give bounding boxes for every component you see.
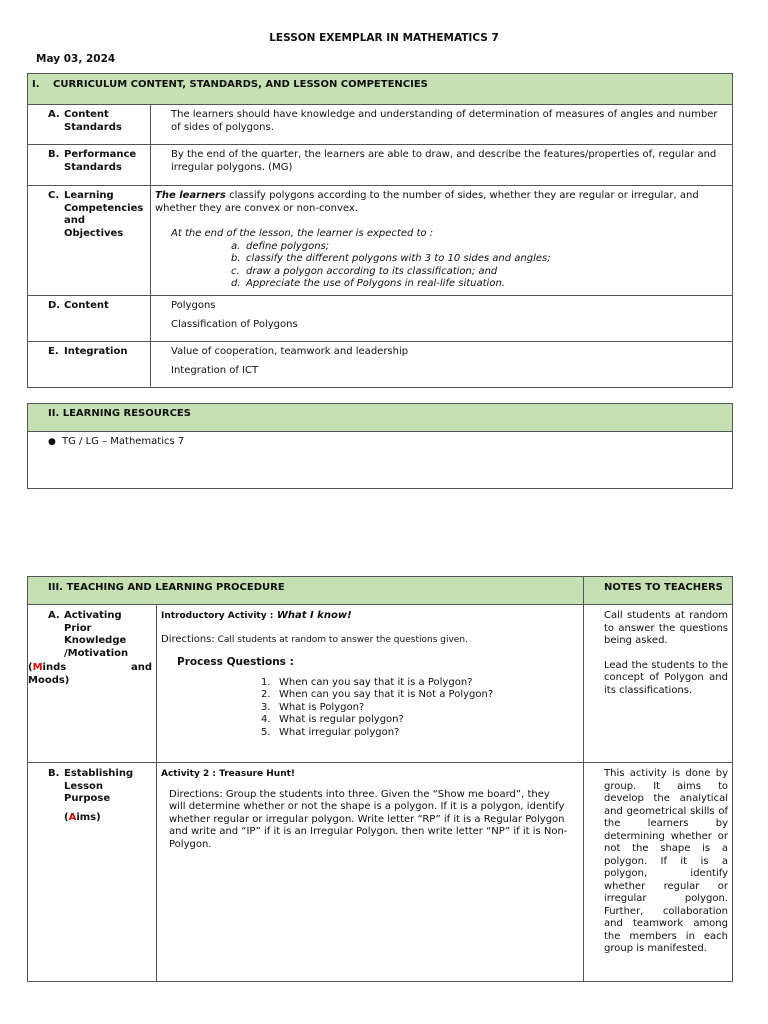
section3-header — [28, 577, 584, 605]
label-line: Purpose — [64, 793, 111, 804]
question-text: What is Polygon? — [279, 701, 365, 713]
objectives-list — [155, 241, 728, 291]
row-activating-label — [28, 605, 157, 763]
tag-paren: ( — [28, 662, 33, 673]
tag-red-letter: A — [68, 811, 77, 823]
note-text: Lead the students to the concept of Polygon and its classifications. — [604, 659, 728, 696]
question-text: When can you say that it is a Polygon? — [279, 676, 473, 688]
learning-competencies-text — [151, 186, 733, 296]
integration-text — [151, 342, 733, 388]
row-letter: B. — [48, 149, 60, 160]
question-item — [261, 677, 579, 690]
label-line: Standards — [64, 161, 122, 173]
tag-red-letter: M — [32, 662, 43, 673]
question-item — [261, 727, 579, 740]
directions-text: Call students at random to answer the questions given. — [214, 634, 468, 645]
content-standards-value: The learners should have knowledge and understanding of determination of measures of angles and number of sides of polygons. — [171, 109, 718, 133]
question-item — [261, 714, 579, 727]
label-line: Learning — [64, 190, 114, 201]
integration-line: Value of cooperation, teamwork and leadership — [171, 346, 409, 357]
tag-moods: Moods) — [28, 674, 70, 686]
row-learning-competencies-label — [28, 186, 151, 296]
question-text: What is regular polygon? — [279, 714, 404, 725]
competency-rest: classify polygons according to the number of sides, whether they are regular or irregular, and whether they are convex or non-convex. — [155, 190, 699, 214]
establishing-content — [157, 763, 584, 982]
question-mark: 4. — [261, 714, 271, 725]
label-line: Lesson — [64, 780, 104, 792]
note-text: This activity is done by group. It aims to develop the analytical and geometrical skills of the learners by determining whether or not the shape is a polygon. If it is a polygon, identify whether regular or irregular polygon. Further, collaboration and teamwork among the members in each group is manifested. — [604, 768, 728, 954]
tag-rest: inds — [42, 662, 67, 673]
row-performance-standards-label — [28, 145, 151, 186]
question-text: What irregular polygon? — [279, 726, 400, 738]
objective-item — [231, 266, 728, 279]
row-integration-label — [28, 342, 151, 388]
tag-and: and — [130, 662, 152, 673]
content-line: Polygons — [171, 300, 216, 311]
section2-title: II. LEARNING RESOURCES — [48, 408, 191, 419]
section2-table — [27, 403, 733, 489]
row-establishing-label — [28, 763, 157, 982]
row-letter: C. — [48, 190, 60, 201]
objective-item — [231, 278, 728, 291]
question-mark: 1. — [261, 676, 271, 688]
row-content-standards-label — [28, 105, 151, 145]
objective-mark: b. — [231, 253, 241, 264]
tag-paren: ( — [64, 811, 69, 823]
section3-table — [27, 576, 733, 982]
row-letter: A. — [48, 610, 60, 621]
label-line: Activating — [64, 610, 122, 621]
notes-header — [584, 577, 733, 605]
notes-activating — [584, 605, 733, 763]
note-text: Call students at random to answer the questions being asked. — [604, 610, 728, 646]
label-line: Content — [64, 300, 109, 311]
question-mark: 2. — [261, 689, 271, 700]
notes-establishing — [584, 763, 733, 982]
label-line: Knowledge — [64, 635, 127, 646]
resource-item: TG / LG – Mathematics 7 — [62, 436, 185, 447]
row-letter: A. — [48, 109, 60, 120]
activity2-title: Activity 2 : Treasure Hunt! — [161, 769, 296, 779]
notes-title: NOTES TO TEACHERS — [604, 582, 723, 593]
label-line: and — [64, 215, 86, 226]
row-content-label — [28, 296, 151, 342]
row-letter: E. — [48, 346, 59, 357]
objective-text: draw a polygon according to its classification; and — [246, 265, 498, 277]
label-line: Prior — [64, 622, 92, 634]
activating-content — [157, 605, 584, 763]
competency-statement — [155, 190, 728, 215]
content-text — [151, 296, 733, 342]
aims-tag — [48, 812, 152, 825]
objective-item — [231, 241, 728, 254]
content-standards-text — [151, 105, 733, 145]
section1-roman: I. — [32, 79, 40, 90]
section1-title: CURRICULUM CONTENT, STANDARDS, AND LESSON COMPETENCIES — [53, 79, 428, 90]
objectives-intro: At the end of the lesson, the learner is expected to : — [171, 228, 434, 239]
integration-line: Integration of ICT — [171, 364, 259, 376]
label-line: Performance — [64, 149, 137, 160]
label-line: Integration — [64, 346, 128, 357]
process-questions-title: Process Questions : — [177, 656, 294, 668]
objective-text: define polygons; — [246, 240, 330, 252]
document-date: May 03, 2024 — [36, 53, 116, 65]
bullet-icon: ● — [48, 437, 56, 447]
row-letter: D. — [48, 300, 61, 311]
label-line: /Motivation — [64, 647, 129, 659]
objective-mark: a. — [231, 240, 241, 252]
activity-name: What I know! — [273, 610, 352, 621]
label-line: Establishing — [64, 768, 134, 779]
minds-moods-tag — [28, 662, 152, 675]
objective-mark: d. — [231, 278, 241, 289]
label-line: Competencies — [64, 202, 144, 214]
activity-heading — [161, 610, 579, 623]
process-questions-list — [161, 677, 579, 740]
content-line: Classification of Polygons — [171, 318, 298, 330]
question-item — [261, 689, 579, 702]
question-item — [261, 702, 579, 715]
objective-text: Appreciate the use of Polygons in real-life situation. — [246, 278, 505, 289]
row-letter: B. — [48, 768, 60, 779]
competency-lead: The learners — [155, 190, 226, 201]
section1-header — [28, 74, 733, 105]
section2-header — [28, 404, 733, 432]
question-text: When can you say that it is Not a Polygon? — [279, 689, 494, 700]
label-line: Objectives — [64, 227, 124, 239]
section3-title: III. TEACHING AND LEARNING PROCEDURE — [48, 582, 285, 593]
tag-word — [28, 662, 66, 675]
objective-mark: c. — [231, 265, 240, 277]
question-mark: 3. — [261, 701, 271, 713]
label-line: Standards — [64, 121, 122, 133]
objective-item — [231, 253, 728, 266]
directions-label: Directions: — [161, 633, 215, 645]
tag-rest: ims) — [76, 811, 101, 823]
objective-text: classify the different polygons with 3 to 10 sides and angles; — [246, 253, 551, 264]
performance-standards-value: By the end of the quarter, the learners are able to draw, and describe the features/properties of, regular and irregular polygons. (MG) — [171, 149, 717, 173]
label-line: Content — [64, 109, 109, 120]
activity-prefix: Introductory Activity : — [161, 611, 274, 621]
resources-cell — [28, 432, 733, 489]
activity-directions — [161, 634, 579, 647]
performance-standards-text — [151, 145, 733, 186]
question-mark: 5. — [261, 726, 271, 738]
document-title: LESSON EXEMPLAR IN MATHEMATICS 7 — [269, 32, 499, 44]
activity2-directions: Directions: Group the students into three. Given the “Show me board”, they will determine whether or not the shape is a polygon. If it is a polygon, identify whether regular or irregular polygon. Write letter “RP” if it is a Regular Polygon and write and “IP” if it is an Irregular Polygon. then write letter “NP” if it is Non-Polygon. — [169, 788, 568, 850]
section1-table — [27, 73, 733, 388]
